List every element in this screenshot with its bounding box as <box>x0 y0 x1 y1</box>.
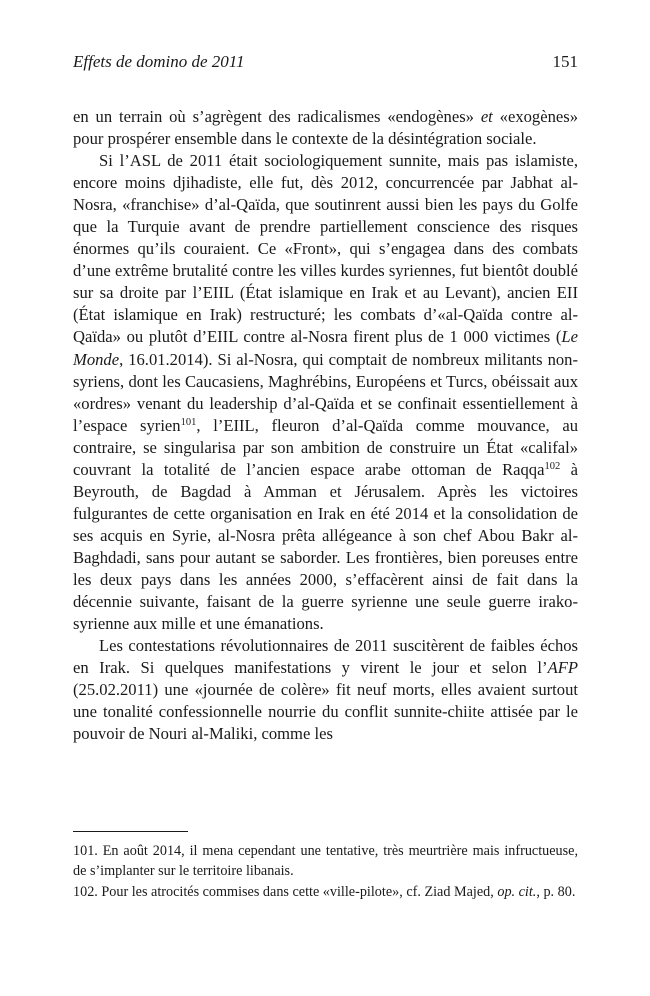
paragraph-1-text-c: «exogènes» pour prospérer ensemble dans le contexte de la désintégration sociale. <box>73 107 578 149</box>
paragraph-1-text-a: en un terrain où s’agrègent des radicalismes «endogènes» <box>73 107 481 126</box>
paragraph-2-text-d: , l’EIIL, fleuron d’al-Qaïda comme mouvance, au contraire, se singularisa par son ambition de construire un État «califal» couvrant la totalité de l’ancien espace arabe ottoman de Raqqa <box>73 415 578 479</box>
paragraph-2-text-c: , 16.01.2014). Si al-Nosra, qui comptait de nombreux militants non-syriens, dont les Caucasiens, Maghrébins, Européens et Turcs, obéissait aux «ordres» venant du leadership d’al-Qaïda et se confinait essentiellement à l’espace syrien <box>73 349 578 435</box>
agency-name: AFP <box>547 658 578 678</box>
footnote-ref-102[interactable]: 102 <box>544 460 561 472</box>
newspaper-title: Le Monde <box>73 327 578 369</box>
paragraph-3 <box>73 635 578 745</box>
footnote-102-text-a: 102. Pour les atrocités commises dans cette «ville-pilote», cf. Ziad Majed, <box>73 883 498 900</box>
paragraph-3-text-c: (25.02.2011) une «journée de colère» fit neuf morts, elles avaient surtout une tonalité confessionnelle nourrie du conflit sunnite-chiite attisée par le pouvoir de Nouri al-Maliki, comme les <box>73 680 578 744</box>
paragraph-1-italic: et <box>480 107 493 126</box>
running-title: Effets de domino de 2011 <box>73 52 245 71</box>
footnotes <box>73 841 578 902</box>
body-text <box>73 106 578 745</box>
paragraph-2-text-e: à Beyrouth, de Bagdad à Amman et Jérusalem. Après les victoires fulgurantes de cette organisation en Irak en été 2014 et la consolidation de ses acquis en Syrie, al-Nosra prêta allégeance à son chef Abou Bakr al-Baghdadi, sans pour autant se saborder. Les frontières, bien poreuses entre les deux pays dans les années 2000, s’effacèrent ainsi de fait dans la décennie suivante, faisant de la guerre syrienne une seule guerre irako-syrienne aux mille et une émanations. <box>73 459 578 634</box>
paragraph-2-text-a: Si l’ASL de 2011 était sociologiquement sunnite, mais pas islamiste, encore moins djihadiste, elle fut, dès 2012, concurrencée par Jabhat al-Nosra, «franchise» d’al-Qaïda, que soutinrent aussi bien les pays du Golfe que la Turquie avant de prendre partiellement conscience des risques énormes qu’ils couraient. Ce «Front», qui s’engagea dans des combats d’une extrême brutalité contre les villes kurdes syriennes, fut bientôt doublé sur sa droite par l’EIIL (État islamique en Irak et au Levant), ancien EII (État islamique en Irak) restructuré; les combats d’«al-Qaïda contre al-Qaïda» ou plutôt d’EIIL contre al-Nosra firent plus de 1 000 victimes ( <box>73 151 578 347</box>
footnote-separator <box>73 831 188 832</box>
page-number: 151 <box>552 52 578 71</box>
running-header <box>73 52 578 74</box>
paragraph-1 <box>73 106 578 150</box>
footnote-102-italic: op. cit. <box>497 883 537 900</box>
footnote-102-text-c: , p. 80. <box>536 883 576 900</box>
paragraph-3-text-a: Les contestations révolutionnaires de 2011 suscitèrent de faibles échos en Irak. Si quelques manifestations y virent le jour et selon l’ <box>73 636 578 678</box>
footnote-101: 101. En août 2014, il mena cependant une tentative, très meurtrière mais infructueuse, de s’implanter sur le territoire libanais. <box>73 843 578 880</box>
footnote-ref-101[interactable]: 101 <box>180 416 197 428</box>
paragraph-2 <box>73 150 578 635</box>
footnote-102 <box>73 882 578 902</box>
